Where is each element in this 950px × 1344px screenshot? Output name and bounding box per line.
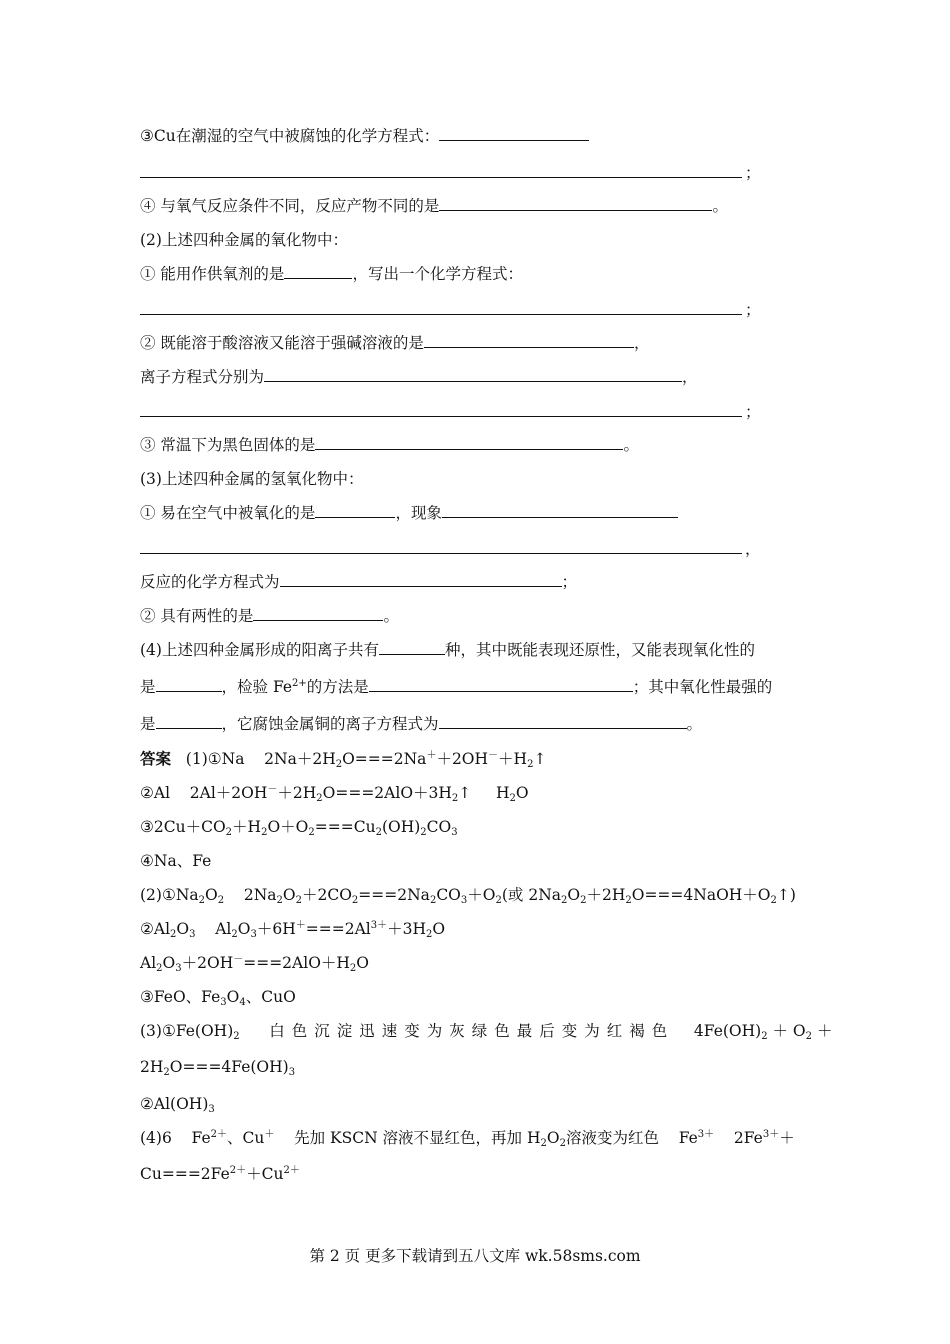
answer-a2: ②Al $2Al+2OH^-+2H_2O===2AlO+3H_2↑$ $H_2O$ — [140, 784, 529, 804]
blank-field[interactable] — [156, 713, 222, 729]
punct: ； — [745, 301, 761, 319]
blank-field[interactable] — [315, 434, 623, 450]
blank-field[interactable] — [379, 639, 445, 655]
blank-field[interactable] — [284, 263, 352, 279]
q3-item1: ① 易在空气中被氧化的是 ，现象 — [140, 502, 678, 524]
answer-line[interactable] — [140, 314, 742, 315]
answer-a1: 答案 (1)①Na $2Na+2H_2O===2Na^++2OH^-+H_2↑$ — [140, 749, 547, 770]
blank-field[interactable] — [253, 605, 383, 621]
q3-heading: (3)上述四种金属的氢氧化物中： — [140, 470, 364, 488]
q3-item2: ② 具有两性的是 。 — [140, 607, 399, 625]
q4-line2: 是 ，检验 $Fe^{2+}$的方法是 ；其中氧化性最强的 — [140, 678, 773, 696]
q2-item1: ① 能用作供氧剂的是 ，写出一个化学方程式： — [140, 265, 523, 283]
q4-line3: 是 ，它腐蚀金属铜的离子方程式为 。 — [140, 715, 703, 733]
blank-field[interactable] — [439, 713, 687, 729]
answer-d2: $Cu===2Fe^{2+}+Cu^{2+}$ — [140, 1165, 300, 1183]
blank-field[interactable] — [264, 366, 682, 382]
answer-c1: $(3)①Fe(OH)_2$ 白色沉淀迅速变为灰绿色最后变为红褐色 $4Fe(OH)_2 + O_2$ ＋ — [140, 1022, 833, 1042]
blank-field[interactable] — [439, 125, 589, 141]
answer-b2: $②Al_2O_3$ $Al_2O_3+6H^+===2Al^{3+}+3H_2O$ — [140, 920, 446, 940]
answer-b4: ③FeO、$Fe_3O_4$、CuO — [140, 988, 296, 1008]
blank-field[interactable] — [439, 195, 712, 211]
answer-c2: $②Al(OH)_3$ — [140, 1095, 215, 1115]
answer-a3: $③2Cu+CO_2+H_2O+O_2===Cu_2(OH)_2CO_3$ — [140, 818, 458, 838]
answer-c1-line2: $2H_2O===4Fe(OH)_3$ — [140, 1058, 296, 1078]
q2-item2b: 离子方程式分别为 ， — [140, 368, 698, 386]
punct: ， — [745, 540, 761, 558]
answer-a4: ④Na、Fe — [140, 852, 212, 870]
q3-item1c: 反应的化学方程式为 ； — [140, 573, 578, 591]
q2-item2: ② 既能溶于酸溶液又能溶于强碱溶液的是 ， — [140, 334, 650, 352]
q1-item3: ③Cu在潮湿的空气中被腐蚀的化学方程式： — [140, 125, 589, 147]
q1-item4: ④ 与氧气反应条件不同，反应产物不同的是 。 — [140, 197, 728, 215]
page-footer: 第 2 页 更多下载请到五八文库 wk.58sms.com — [309, 1247, 641, 1265]
blank-field[interactable] — [315, 502, 395, 518]
answer-b1: $(2)①Na_2O_2$ $2Na_2O_2+2CO_2===2Na_2CO_3+O_2$(或 $2Na_2O_2+2H_2O===4NaOH+O_2↑$) — [140, 886, 796, 906]
answer-line[interactable] — [140, 416, 742, 417]
blank-field[interactable] — [442, 502, 678, 518]
q2-heading: (2)上述四种金属的氧化物中： — [140, 231, 348, 249]
q2-item3: ③ 常温下为黑色固体的是 。 — [140, 436, 639, 454]
punct: ； — [745, 403, 761, 421]
blank-field[interactable] — [280, 571, 562, 587]
answer-d1: (4)6 $Fe^{2+}$、Cu＋ 先加 KSCN 溶液不显红色，再加 $H_2O_2$溶液变为红色 $Fe^{3+}$ $2Fe^{3+}+$ — [140, 1129, 795, 1149]
blank-field[interactable] — [156, 676, 222, 692]
q4-line1: (4)上述四种金属形成的阳离子共有 种，其中既能表现还原性，又能表现氧化性的 — [140, 641, 755, 659]
answer-label: 答案 — [140, 749, 172, 768]
answer-b3: $Al_2O_3+2OH^-===2AlO+H_2O$ — [140, 954, 370, 974]
blank-field[interactable] — [369, 676, 633, 692]
blank-field[interactable] — [424, 332, 634, 348]
answer-line[interactable] — [140, 553, 742, 554]
punct: ； — [745, 164, 761, 182]
answer-line[interactable] — [140, 177, 742, 178]
